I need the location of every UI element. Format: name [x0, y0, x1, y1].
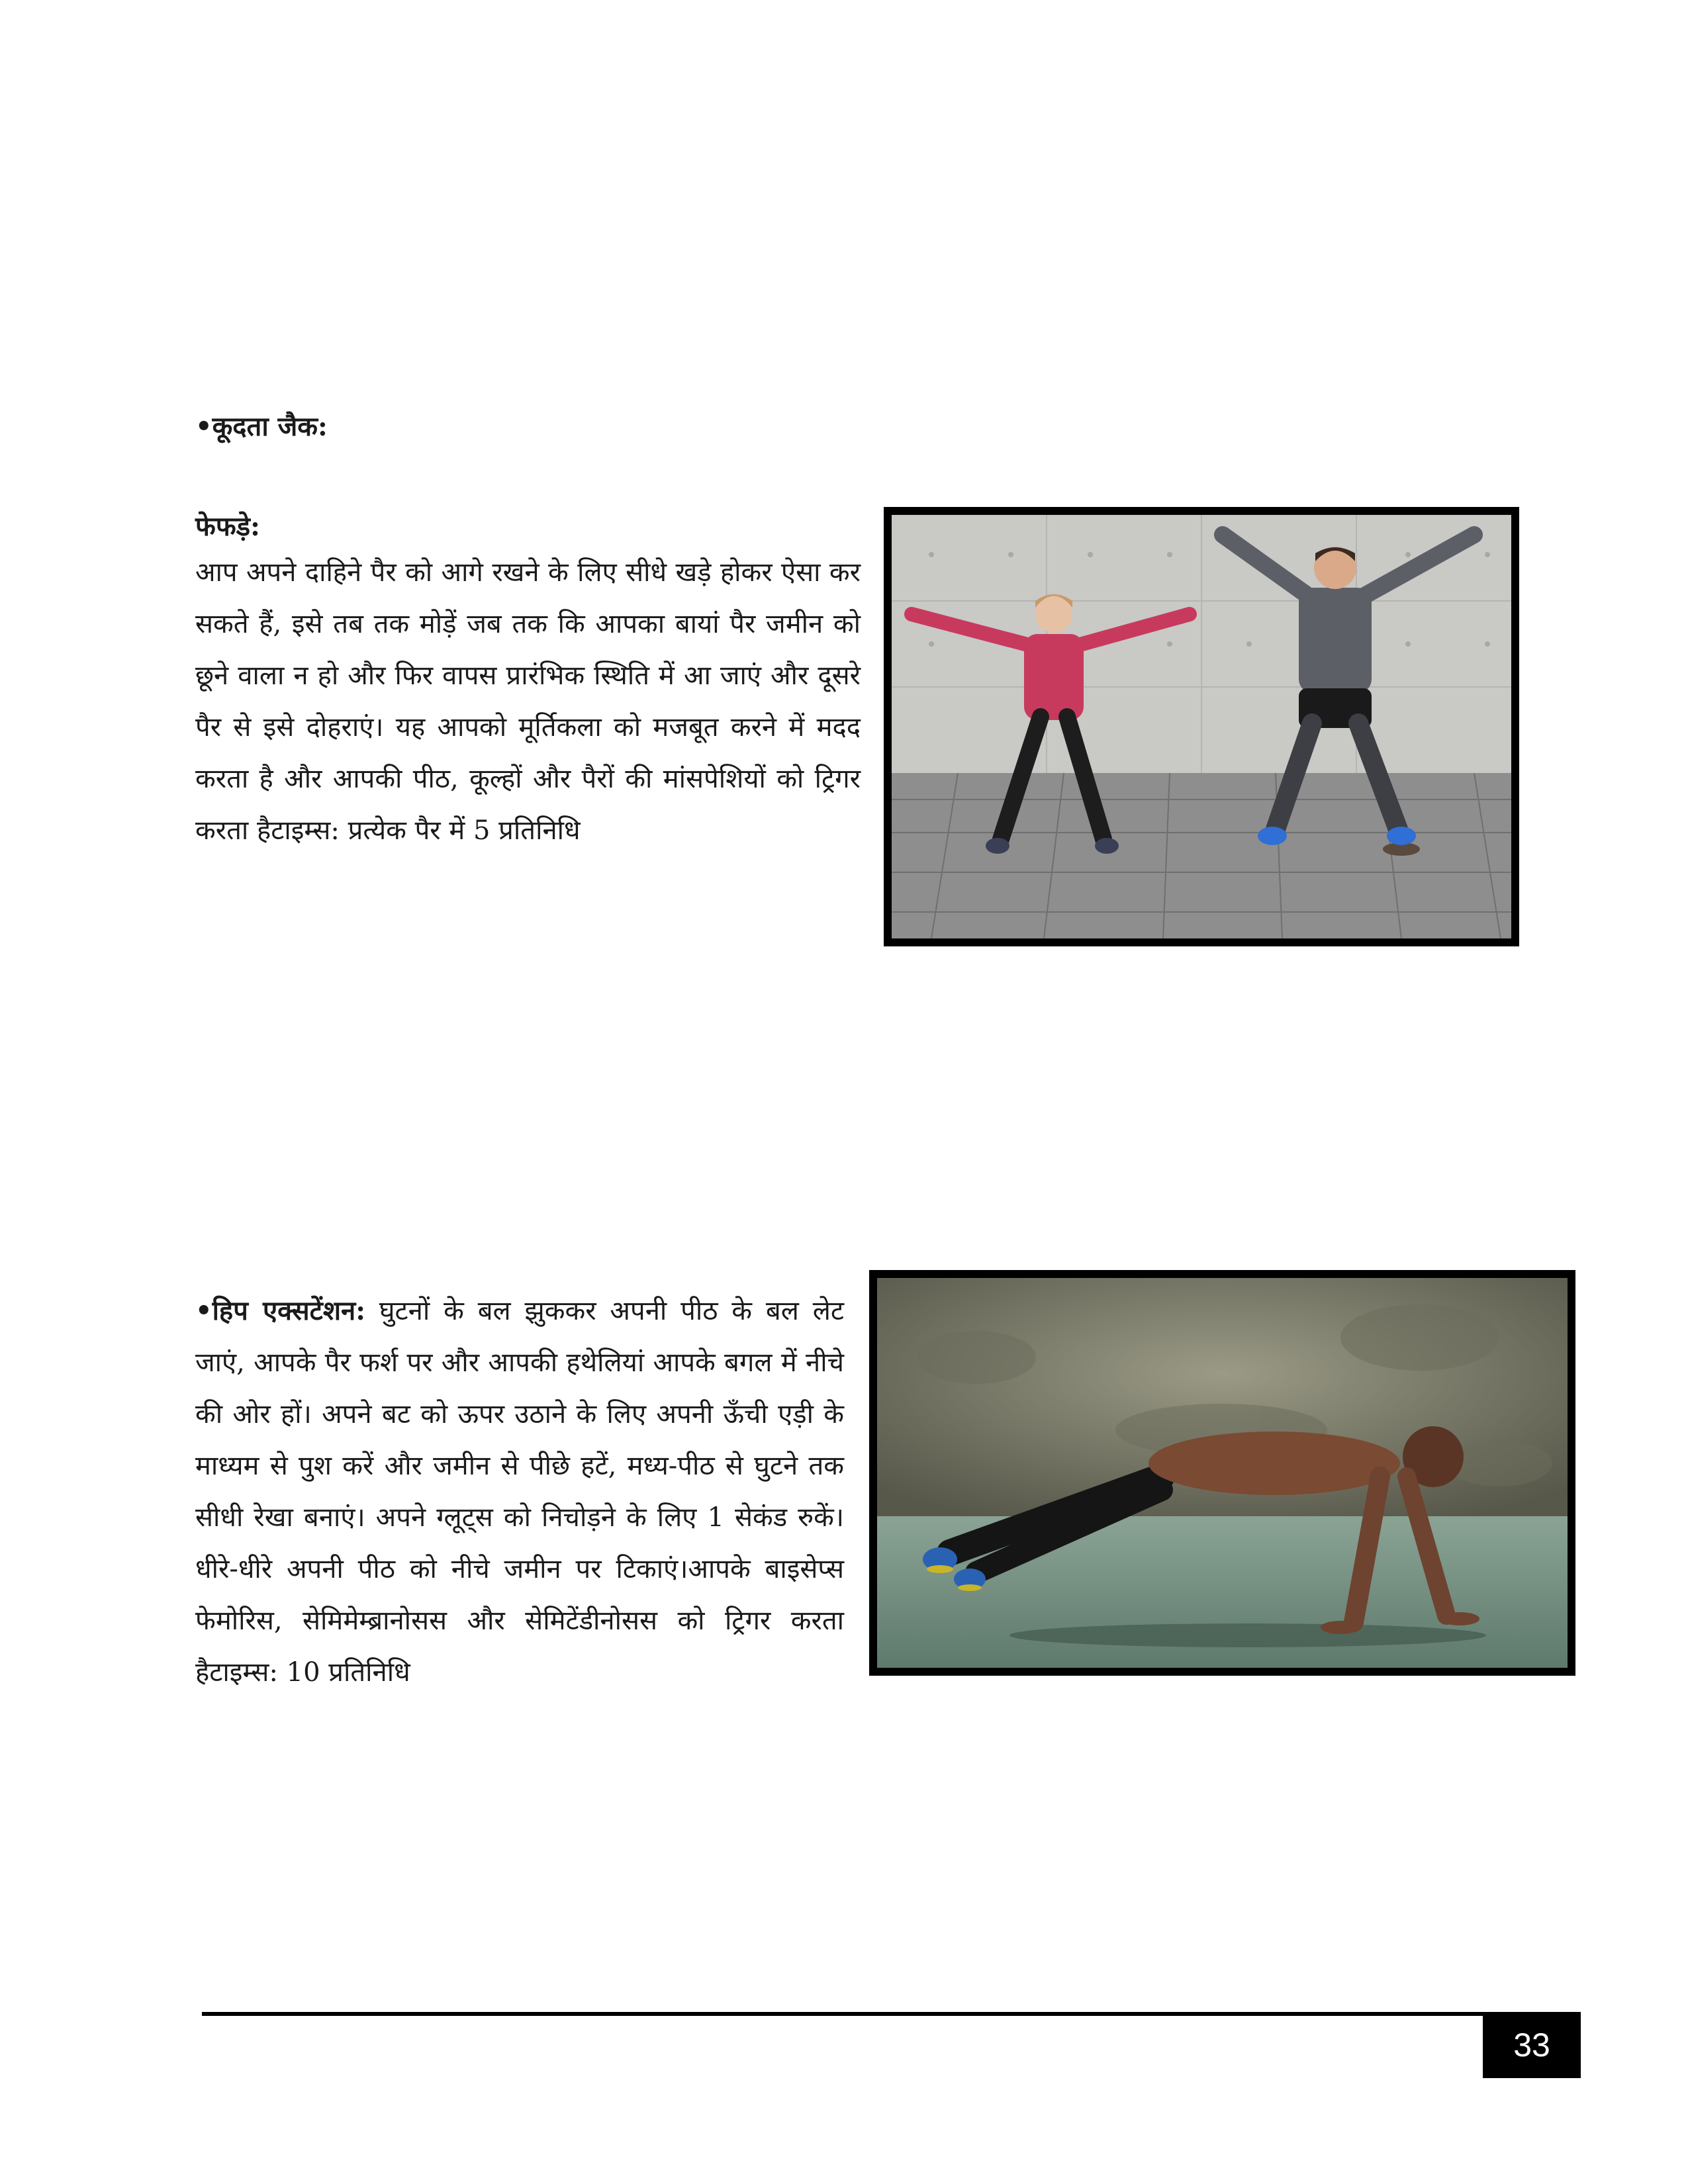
push-up-photo [869, 1270, 1575, 1676]
jumping-jack-photo [884, 507, 1519, 946]
page-number: 33 [1483, 2012, 1581, 2078]
hip-extension-heading: •हिप एक्सटेंशन: [195, 1295, 366, 1326]
footer-rule [202, 2012, 1483, 2016]
section-heading-jumping-jack: •कूदता जैक: [195, 411, 328, 442]
lunges-paragraph: आप अपने दाहिने पैर को आगे रखने के लिए सीधे खड़े होकर ऐसा कर सकते हैं, इसे तब तक मोड़ें जब तक कि आपका बायां पैर जमीन को छूने वाला न हो और फिर वापस प्रारंभिक स्थिति में आ जाएं और दूसरे पैर से इसे दोहराएं। यह आपको मूर्तिकला को मजबूत करने में मदद करता है और आपकी पीठ, कूल्हों और पैरों की मांसपेशियों को ट्रिगर करता हैटाइम्स: प्रत्येक पैर में 5 प्रतिनिधि [195, 557, 861, 846]
section-subheading-lunges: फेफड़े: [195, 511, 260, 542]
hip-extension-paragraph [195, 1285, 844, 1698]
hip-extension-text: घुटनों के बल झुककर अपनी पीठ के बल लेट जाएं, आपके पैर फर्श पर और आपकी हथेलियां आपके बगल में नीचे की ओर हों। अपने बट को ऊपर उठाने के लिए अपनी ऊँची एड़ी के माध्यम से पुश करें और जमीन से पीछे हटें, मध्य-पीठ से घुटने तक सीधी रेखा बनाएं। अपने ग्लूट्स को निचोड़ने के लिए 1 सेकंड रुकें। धीरे-धीरे अपनी पीठ को नीचे जमीन पर टिकाएं।आपके बाइसेप्स फेमोरिस, सेमिमेम्ब्रानोसस और सेमिटेंडीनोसस को ट्रिगर करता हैटाइम्स: 10 प्रतिनिधि [195, 1296, 844, 1688]
